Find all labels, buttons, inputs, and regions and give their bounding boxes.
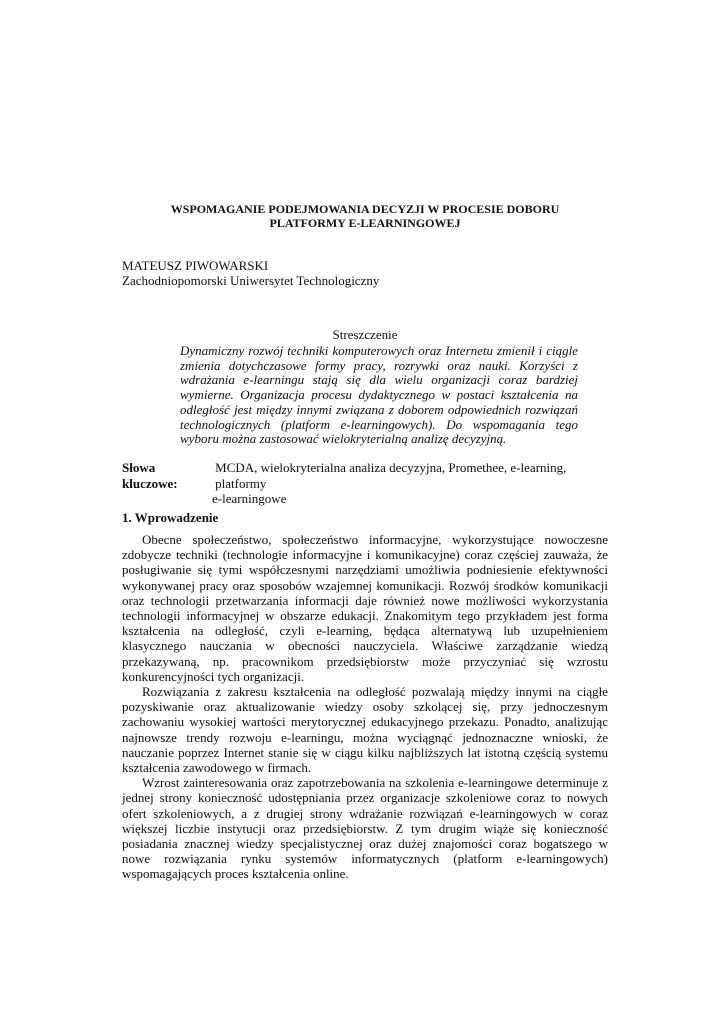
abstract-heading: Streszczenie [332, 327, 398, 342]
keywords-line-1: MCDA, wielokryterialna analiza decyzyjna, Promethee, e-learning, platformy [215, 460, 567, 491]
keywords-block [122, 460, 608, 507]
author-name: MATEUSZ PIWOWARSKI [122, 258, 269, 273]
title-line-2: PLATFORMY E-LEARNINGOWEJ [269, 216, 461, 230]
paragraph-1: Obecne społeczeństwo, społeczeństwo informacyjne, wykorzystujące nowoczesne zdobycze techniki (technologie informacyjne i komunikacyjne) coraz częściej zauważa, że posługiwanie się tymi współczesnymi narzędziami umożliwia podniesienie efektywności wykonywanej pracy oraz sposobów wzajemnej komunikacji. Rozwój środków komunikacji oraz technologii przetwarzania informacji daje również nowe możliwości wykorzystania technologii informacyjnej w obszarze edukacji. Znakomitym tego przykładem jest forma kształcenia na odległość, czyli e-learning, będąca alternatywą lub uzupełnieniem klasycznego nauczania w obecności nauczyciela. Właściwe zarządzanie wiedzą przekazywaną, np. pracownikom przedsiębiorstw może przyczyniać się wzrostu konkurencyjności tych organizacji. [122, 532, 608, 684]
section-body [122, 532, 608, 882]
section-heading: 1. Wprowadzenie [122, 510, 219, 525]
abstract-text: Dynamiczny rozwój techniki komputerowych oraz Internetu zmienił i ciągle zmienia dotychczasowe formy pracy, rozrywki oraz nauki. Korzyści z wdrażania e-learningu stają się dla wielu organizacji coraz bardziej wymierne. Organizacja procesu dydaktycznego w postaci kształcenia na odległość jest między innymi związana z doborem odpowiednich rozwiązań technologicznych (platform e-learningowych). Do wspomagania tego wyboru można zastosować wielokryterialną analizę decyzyjną. [180, 343, 578, 447]
paragraph-3: Wzrost zainteresowania oraz zapotrzebowania na szkolenia e-learningowe determinuje z jednej strony konieczność udostępniania przez organizacje szkoleniowe coraz to nowych ofert szkoleniowych, a z drugiej strony wdrażanie rozwiązań e-learningowych w coraz większej liczbie instytucji oraz przedsiębiorstw. Z tym drugim wiąże się konieczność posiadania znacznej wiedzy specjalistycznej oraz dużej znajomości coraz bogatszego w nowe rozwiązania rynku systemów informatycznych (platform e-learningowych) wspomagających proces kształcenia online. [122, 775, 608, 882]
keywords-label: Słowa kluczowe: [122, 460, 178, 491]
title-line-1: WSPOMAGANIE PODEJMOWANIA DECYZJI W PROCESIE DOBORU [170, 202, 560, 216]
keywords-line-2: e-learningowe [212, 491, 287, 506]
author-affiliation: Zachodniopomorski Uniwersytet Technologiczny [122, 273, 380, 288]
paragraph-2: Rozwiązania z zakresu kształcenia na odległość pozwalają między innymi na ciągłe pozyskiwanie oraz aktualizowanie wiedzy osoby szkolącej się, przy jednoczesnym zachowaniu wysokiej wartości merytorycznej edukacyjnego przekazu. Ponadto, analizując najnowsze trendy rozwoju e-learningu, można wyciągnąć jednoznaczne wnioski, że nauczanie poprzez Internet stanie się w ciągu kilku najbliższych lat istotną częścią systemu kształcenia zawodowego w firmach. [122, 684, 608, 776]
paper-title [122, 202, 608, 230]
